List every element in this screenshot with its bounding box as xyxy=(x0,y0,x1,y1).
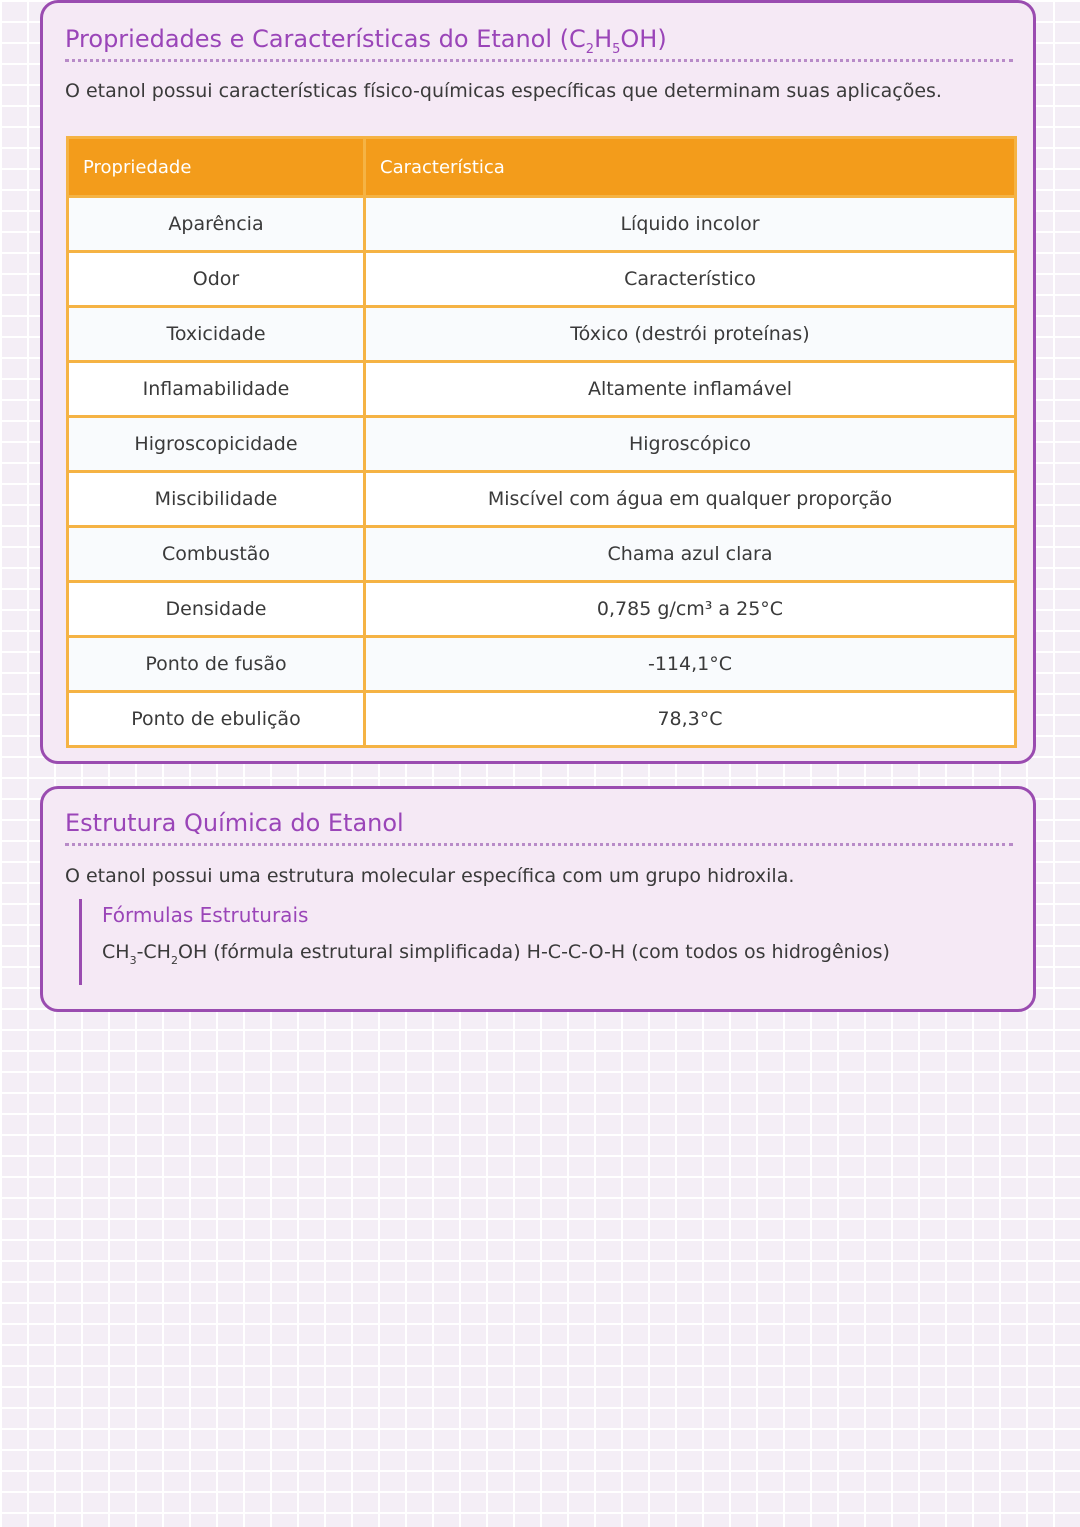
cell-property: Inflamabilidade xyxy=(68,362,365,417)
properties-description: O etanol possui características físico-químicas específicas que determinam suas aplicações. xyxy=(65,80,942,102)
header-characteristic: Característica xyxy=(365,138,1016,197)
table-row xyxy=(68,307,1016,362)
properties-table xyxy=(66,136,1017,748)
cell-value: Higroscópico xyxy=(365,417,1016,472)
table-row xyxy=(68,582,1016,637)
cell-value: -114,1°C xyxy=(365,637,1016,692)
cell-value: 78,3°C xyxy=(365,692,1016,747)
properties-card xyxy=(40,0,1036,764)
header-property: Propriedade xyxy=(68,138,365,197)
properties-title: Propriedades e Características do Etanol $(C_2H_5OH)$ xyxy=(65,25,1013,62)
cell-value: Tóxico (destrói proteínas) xyxy=(365,307,1016,362)
table-row xyxy=(68,637,1016,692)
cell-property: Miscibilidade xyxy=(68,472,365,527)
table-header-row xyxy=(68,138,1016,197)
formulas-block xyxy=(79,899,890,985)
table-row xyxy=(68,692,1016,747)
table-row xyxy=(68,527,1016,582)
cell-property: Higroscopicidade xyxy=(68,417,365,472)
cell-value: Líquido incolor xyxy=(365,197,1016,252)
cell-property: Ponto de ebulição xyxy=(68,692,365,747)
cell-value: Miscível com água em qualquer proporção xyxy=(365,472,1016,527)
cell-property: Combustão xyxy=(68,527,365,582)
cell-value: Altamente inflamável xyxy=(365,362,1016,417)
cell-value: Característico xyxy=(365,252,1016,307)
formulas-text: $CH_3-CH_2OH$ (fórmula estrutural simplificada) H-C-C-O-H (com todos os hidrogênios) xyxy=(102,941,890,967)
cell-property: Densidade xyxy=(68,582,365,637)
cell-value: 0,785 g/cm³ a 25°C xyxy=(365,582,1016,637)
cell-property: Aparência xyxy=(68,197,365,252)
structure-card xyxy=(40,786,1036,1012)
cell-property: Toxicidade xyxy=(68,307,365,362)
cell-value: Chama azul clara xyxy=(365,527,1016,582)
formulas-title: Fórmulas Estruturais xyxy=(102,903,309,927)
table-row xyxy=(68,362,1016,417)
cell-property: Ponto de fusão xyxy=(68,637,365,692)
structure-description: O etanol possui uma estrutura molecular específica com um grupo hidroxila. xyxy=(65,865,795,887)
table-row xyxy=(68,472,1016,527)
table-row xyxy=(68,417,1016,472)
table-row xyxy=(68,252,1016,307)
cell-property: Odor xyxy=(68,252,365,307)
table-row xyxy=(68,197,1016,252)
structure-title: Estrutura Química do Etanol xyxy=(65,809,1013,846)
